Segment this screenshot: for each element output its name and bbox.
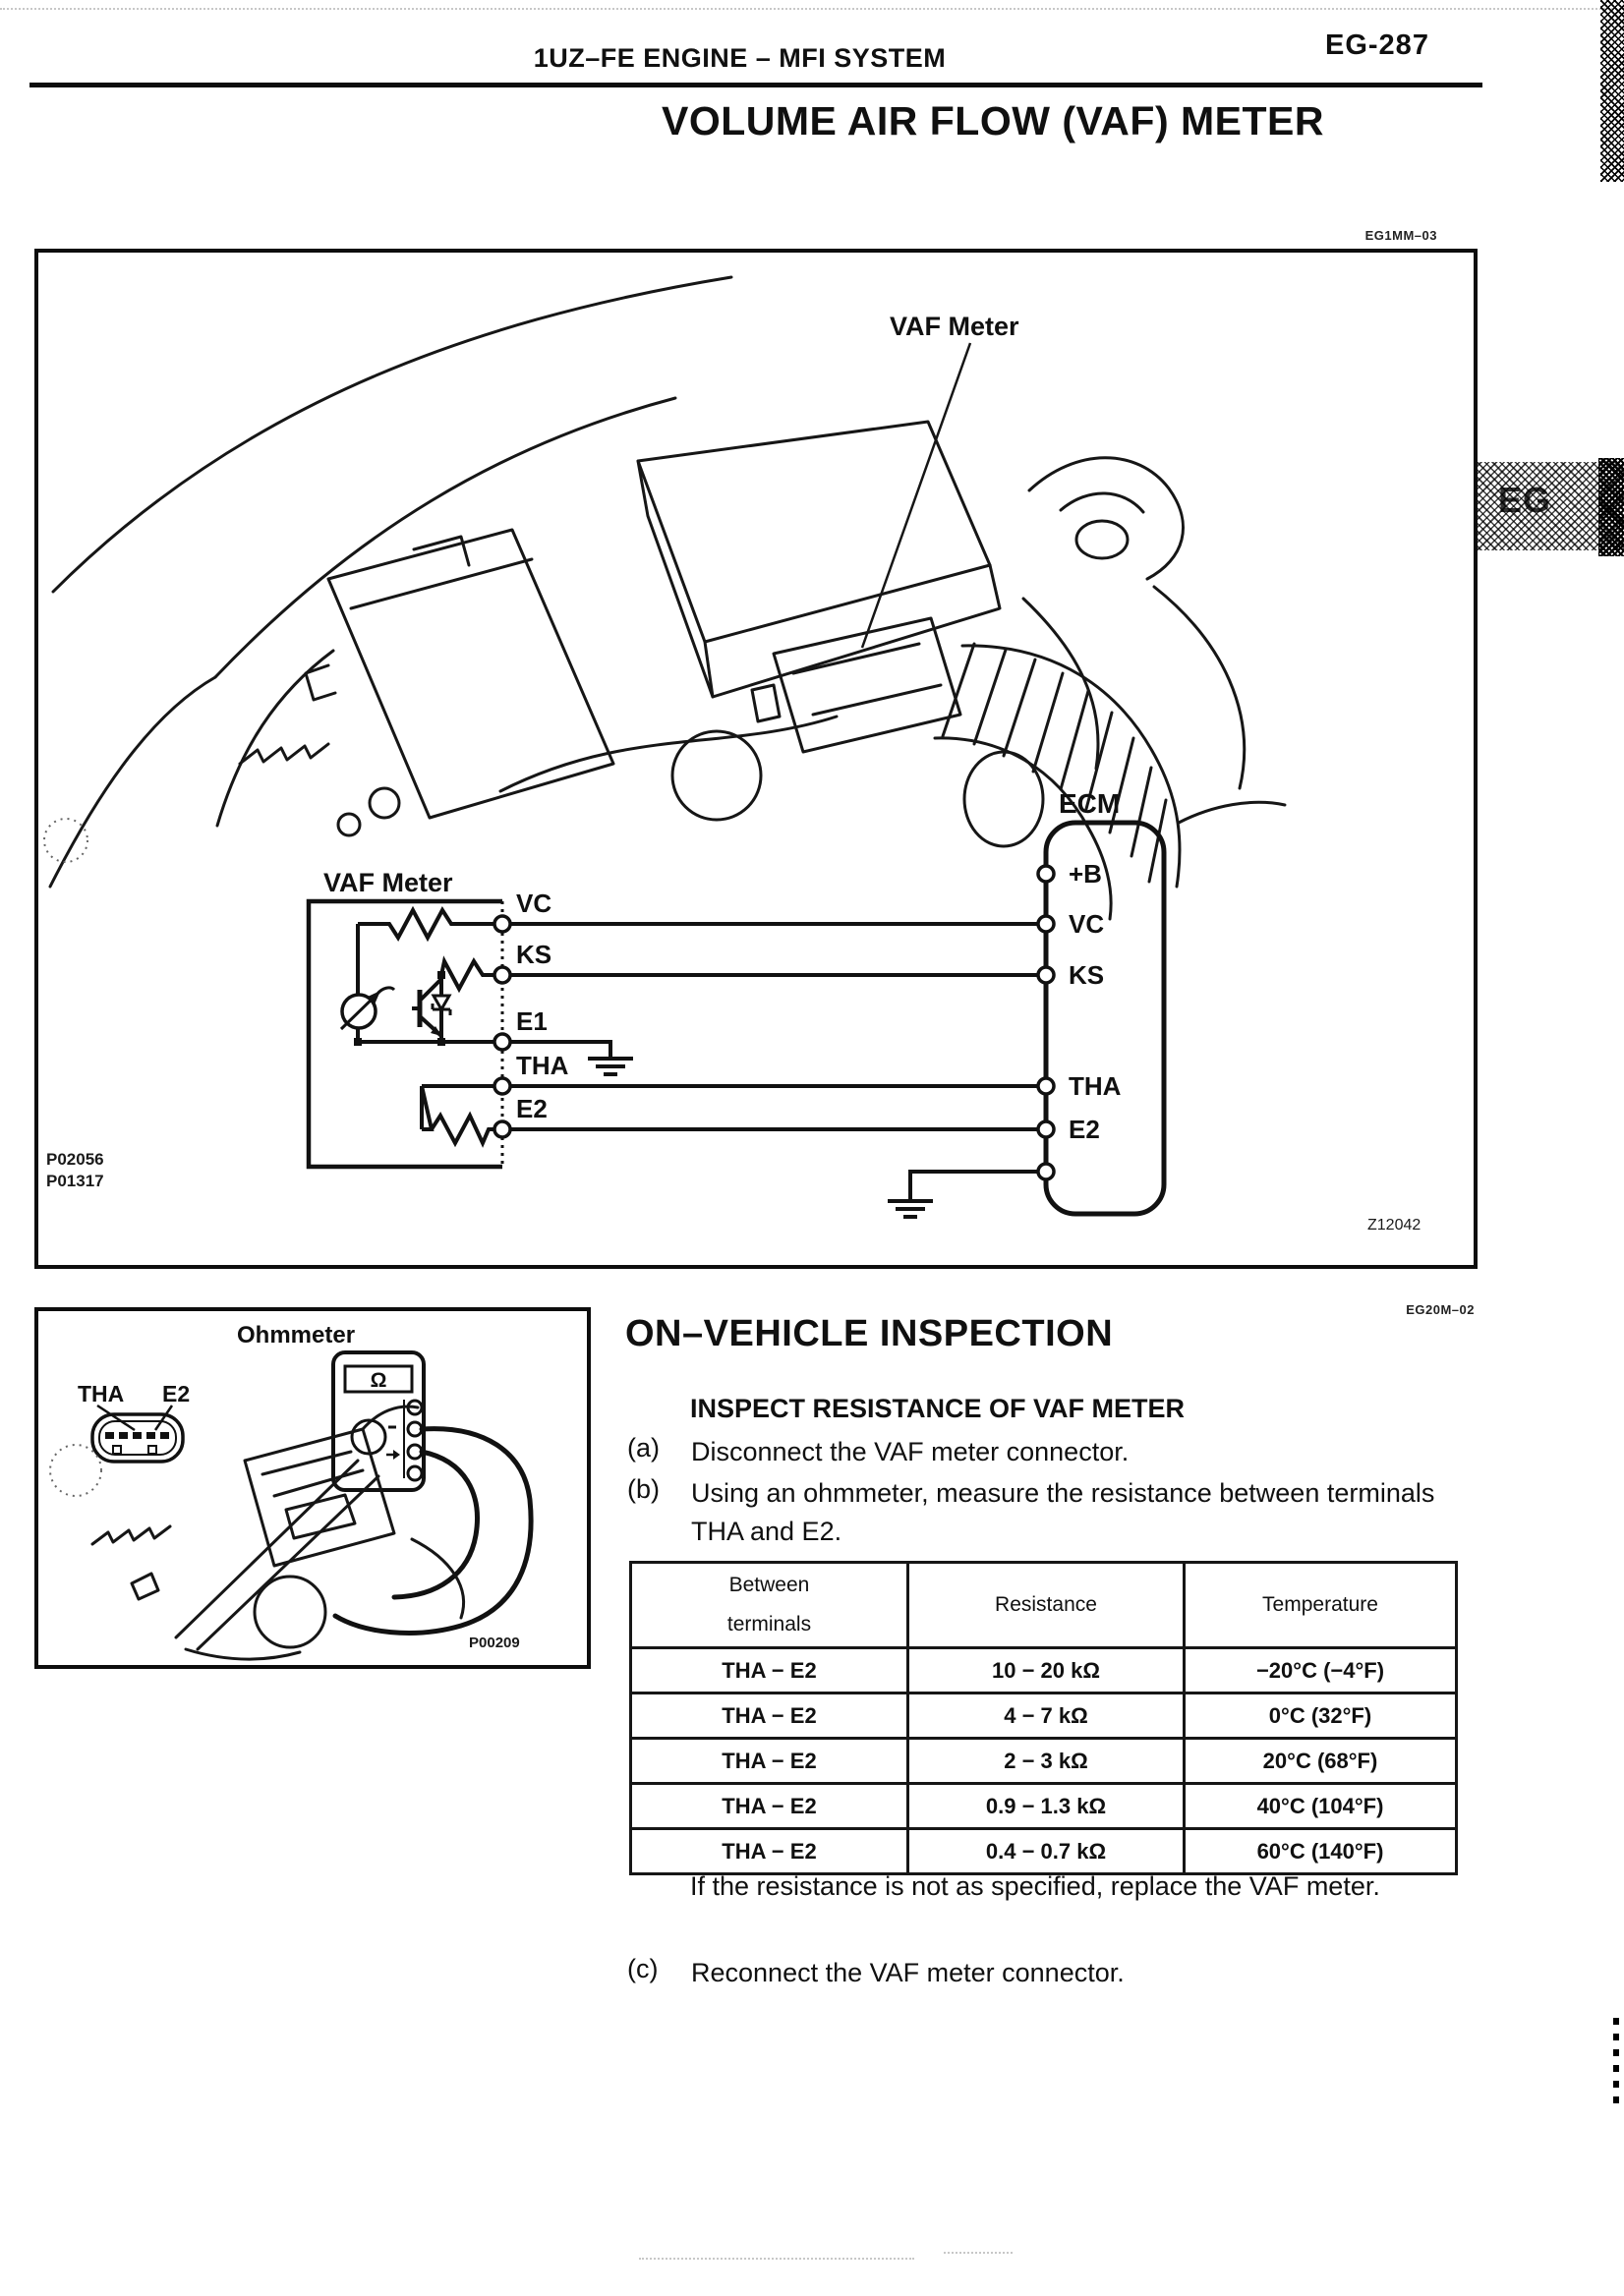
section-tab-label: EG xyxy=(1498,480,1552,520)
tab-edge-hatch xyxy=(1598,458,1624,556)
figure1-code: EG1MM–03 xyxy=(1364,228,1437,243)
table-cell: 20°C (68°F) xyxy=(1185,1739,1457,1784)
ecm-terminal-ks: KS xyxy=(1069,960,1105,990)
step-b-label: (b) xyxy=(627,1474,660,1504)
table-cell: 2 − 3 kΩ xyxy=(908,1739,1185,1784)
figure1-svg xyxy=(38,253,1474,1265)
step-c-label: (c) xyxy=(627,1954,659,1983)
ecm-terminal-vc: VC xyxy=(1069,909,1105,939)
figure1-photo-code-2: P01317 xyxy=(46,1172,104,1190)
terminal-leader-lines xyxy=(97,1406,172,1430)
step-c-text: Reconnect the VAF meter connector. xyxy=(691,1958,1125,1987)
vaf-meter-leader-line xyxy=(862,343,970,648)
vaf-terminal-tha: THA xyxy=(516,1051,569,1080)
col-temperature: Temperature xyxy=(1185,1563,1457,1648)
table-row xyxy=(631,1784,1457,1829)
vaf-terminal-vc: VC xyxy=(516,889,552,918)
page-edge-marks xyxy=(1613,2018,1619,2104)
scan-dots-bottom-2 xyxy=(944,2252,1013,2254)
table-header-row xyxy=(631,1563,1457,1648)
terminal-label-e2: E2 xyxy=(162,1381,191,1406)
table-cell: 10 − 20 kΩ xyxy=(908,1648,1185,1693)
table-cell: 60°C (140°F) xyxy=(1185,1829,1457,1874)
ecm-terminal-plus-b: +B xyxy=(1069,859,1102,889)
scan-dots-top xyxy=(0,8,1624,10)
ecm-terminal-tha: THA xyxy=(1069,1071,1122,1101)
page-title: VOLUME AIR FLOW (VAF) METER xyxy=(662,98,1324,144)
ohmmeter-callout: Ohmmeter xyxy=(237,1322,356,1349)
table-cell: 0.9 − 1.3 kΩ xyxy=(908,1784,1185,1829)
header-section-title: 1UZ–FE ENGINE – MFI SYSTEM xyxy=(533,43,947,73)
page-number: EG-287 xyxy=(1325,29,1429,61)
figure1-drawing-code: Z12042 xyxy=(1367,1217,1421,1234)
figure1-photo-code-1: P02056 xyxy=(46,1150,104,1169)
vaf-terminal-ks: KS xyxy=(516,940,552,969)
table-cell: 0.4 − 0.7 kΩ xyxy=(908,1829,1185,1874)
table-cell: THA − E2 xyxy=(631,1648,908,1693)
meter-terminals xyxy=(408,1401,422,1480)
section-thumb-tab xyxy=(1473,462,1624,550)
table-row xyxy=(631,1648,1457,1693)
step-b-text: Using an ohmmeter, measure the resistance between terminals THA and E2. xyxy=(691,1478,1435,1547)
ohm-symbol: Ω xyxy=(370,1369,387,1392)
vaf-terminal-e2: E2 xyxy=(516,1094,548,1123)
table-cell: THA − E2 xyxy=(631,1784,908,1829)
col-resistance: Resistance xyxy=(908,1563,1185,1648)
wiring-vaf-label: VAF Meter xyxy=(323,868,453,897)
table-row xyxy=(631,1693,1457,1739)
potentiometer-arrow-tail xyxy=(377,988,394,994)
table-cell: 40°C (104°F) xyxy=(1185,1784,1457,1829)
junction-dot xyxy=(437,1038,445,1046)
step-a-label: (a) xyxy=(627,1433,660,1463)
wiring-diagram xyxy=(309,788,1164,1217)
ecm-terminal-e2: E2 xyxy=(1069,1115,1100,1144)
junction-dot xyxy=(354,1038,362,1046)
figure-ohmmeter-check xyxy=(34,1307,591,1669)
meter-arrow xyxy=(393,1450,400,1460)
vaf-internal-circuit xyxy=(358,910,494,1143)
replace-note: If the resistance is not as specified, replace the VAF meter. xyxy=(690,1871,1380,1901)
binding-hatch-strip xyxy=(1600,0,1624,182)
terminal-label-tha: THA xyxy=(78,1381,125,1406)
resistance-spec-table-wrap xyxy=(629,1561,1458,1875)
zener-diode xyxy=(434,996,449,1009)
harness-wires xyxy=(510,924,1038,1217)
figure2-svg xyxy=(38,1311,587,1665)
table-cell: THA − E2 xyxy=(631,1693,908,1739)
vaf-terminal-e1: E1 xyxy=(516,1006,548,1036)
table-cell: THA − E2 xyxy=(631,1739,908,1784)
col-between-terminals: Between terminals xyxy=(631,1563,908,1648)
inspection-code: EG20M–02 xyxy=(1406,1302,1475,1317)
figure2-photo-code: P00209 xyxy=(469,1635,520,1651)
ecm-box xyxy=(1046,823,1164,1214)
ecm-label: ECM xyxy=(1059,788,1121,819)
table-cell: THA − E2 xyxy=(631,1829,908,1874)
scan-artifact-circle xyxy=(50,1445,101,1496)
table-cell: 4 − 7 kΩ xyxy=(908,1693,1185,1739)
table-cell: 0°C (32°F) xyxy=(1185,1693,1457,1739)
scan-dots-bottom xyxy=(639,2258,914,2260)
table-cell: −20°C (−4°F) xyxy=(1185,1648,1457,1693)
probe-leads xyxy=(335,1429,531,1634)
engine-sketch xyxy=(92,1406,464,1659)
vaf-meter-callout: VAF Meter xyxy=(890,312,1019,341)
table-row xyxy=(631,1739,1457,1784)
inspection-heading: ON–VEHICLE INSPECTION xyxy=(625,1313,1114,1354)
connector-pins xyxy=(105,1432,169,1439)
junction-dot xyxy=(437,971,445,979)
header-rule xyxy=(29,83,1482,87)
resistance-spec-table xyxy=(629,1561,1458,1875)
inspect-resistance-subheading: INSPECT RESISTANCE OF VAF METER xyxy=(690,1394,1186,1423)
step-a-text: Disconnect the VAF meter connector. xyxy=(691,1437,1130,1466)
figure-vaf-location-wiring xyxy=(34,249,1478,1269)
